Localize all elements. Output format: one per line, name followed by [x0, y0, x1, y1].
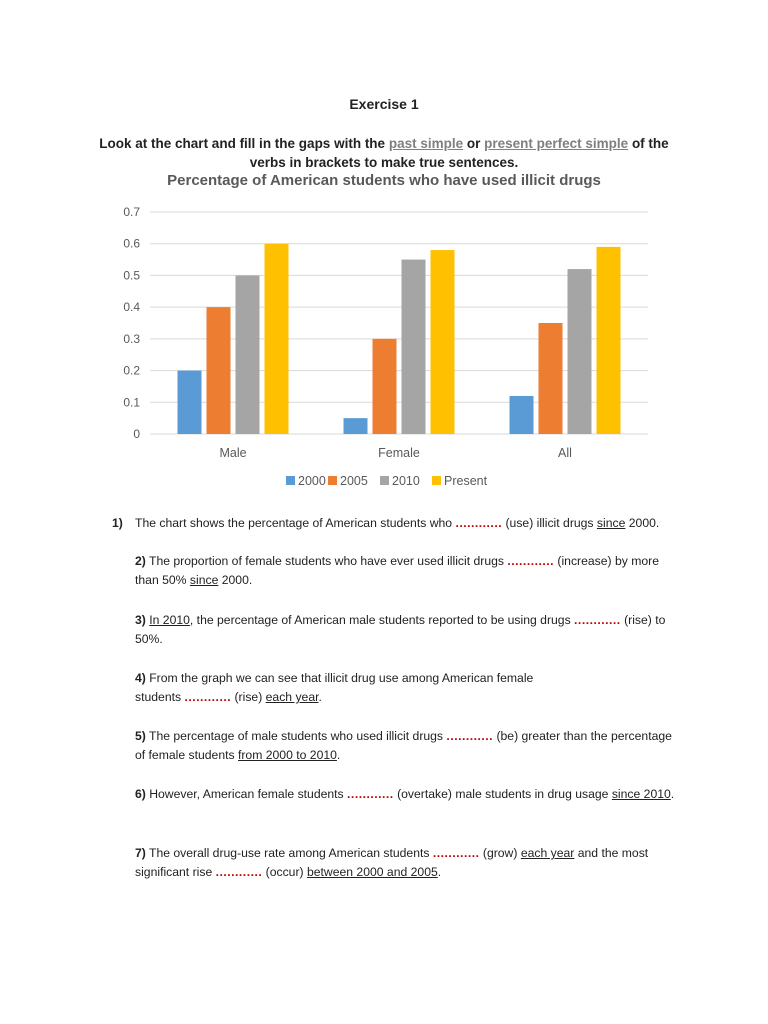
exercise-title: Exercise 1 [349, 96, 419, 112]
question-7 [135, 844, 675, 882]
y-tick-label: 0 [133, 427, 140, 441]
bar-present-all [597, 247, 621, 434]
question-text: (use) illicit drugs [502, 516, 597, 530]
x-tick-label: Female [378, 446, 420, 460]
bar-2005-male [207, 307, 231, 434]
underlined-phrase: since 2010 [611, 787, 671, 801]
question-text: . [437, 865, 442, 879]
question-number: 6) [135, 787, 146, 801]
question-text: However, American female students [145, 787, 348, 801]
question-text: , the percentage of American male students reported to be using drugs [189, 613, 575, 627]
question-number: 3) [135, 613, 146, 627]
legend-swatch [286, 476, 295, 485]
underlined-phrase: each year [520, 846, 575, 860]
question-5 [135, 727, 675, 765]
y-tick-label: 0.2 [123, 363, 140, 378]
question-number: 4) [135, 671, 146, 685]
instruction-text: Look at the chart and fill in the gaps with the [99, 136, 389, 151]
bar-present-female [431, 250, 455, 434]
question-text: (rise) [231, 690, 266, 704]
question-6 [135, 785, 675, 804]
question-4 [135, 669, 675, 707]
underlined-phrase: each year [265, 690, 319, 704]
bar-2005-female [373, 339, 397, 434]
question-text: . [336, 748, 341, 762]
question-3 [135, 611, 675, 649]
legend-label: 2000 [298, 474, 326, 488]
question-text: (occur) [262, 865, 307, 879]
past-simple-label: past simple [388, 136, 464, 151]
question-text: 2000. [625, 516, 660, 530]
bar-2010-male [236, 275, 260, 434]
answer-gap[interactable]: ............ [347, 787, 394, 801]
underlined-phrase: In 2010 [149, 613, 190, 627]
question-text: . [318, 690, 322, 704]
legend-label: 2010 [392, 474, 420, 488]
bar-chart [100, 195, 668, 495]
bar-2000-female [344, 418, 368, 434]
bar-2005-all [539, 323, 563, 434]
question-text: (rise) to 50%. [135, 613, 666, 646]
question-text: The overall drug-use rate among American students [145, 846, 433, 860]
answer-gap[interactable]: ............ [446, 729, 494, 743]
question-text: The chart shows the percentage of American students who [135, 516, 456, 530]
question-text: The proportion of female students who have ever used illicit drugs [145, 554, 508, 568]
y-tick-label: 0.1 [123, 395, 140, 410]
y-tick-label: 0.6 [123, 236, 140, 251]
y-tick-label: 0.7 [123, 205, 140, 219]
bar-2010-all [568, 269, 592, 434]
answer-gap[interactable]: ............ [432, 846, 480, 860]
y-tick-label: 0.5 [123, 268, 140, 283]
question-text: (grow) [479, 846, 521, 860]
bar-2010-female [402, 260, 426, 434]
question-text: From the graph we can see that illicit drug use among American female [145, 671, 534, 685]
instruction-text: of the verbs in brackets to make true sentences. [249, 136, 669, 170]
legend-label: 2005 [340, 474, 368, 488]
bar-2000-all [510, 396, 534, 434]
x-tick-label: Male [219, 446, 247, 460]
legend-label: Present [444, 474, 488, 488]
question-text: and the most significant rise [135, 846, 649, 879]
question-text: students [135, 690, 185, 704]
question-number: 5) [135, 729, 146, 743]
instruction-text: or [463, 136, 485, 151]
answer-gap[interactable]: ............ [184, 690, 232, 704]
bar-present-male [265, 244, 289, 434]
instructions [90, 134, 678, 172]
answer-gap[interactable]: ............ [507, 554, 555, 568]
question-1 [112, 514, 675, 533]
question-text: (be) greater than the percentage of female students [135, 729, 672, 762]
question-text: (increase) by more than 50% [135, 554, 660, 587]
question-number: 2) [135, 554, 146, 568]
x-tick-label: All [558, 446, 572, 460]
bar-2000-male [178, 371, 202, 434]
question-number: 7) [135, 846, 146, 860]
question-text: 2000. [218, 573, 253, 587]
underlined-phrase: since [189, 573, 219, 587]
question-number: 1) [112, 516, 123, 530]
chart-title: Percentage of American students who have used illicit drugs [167, 172, 601, 189]
legend-swatch [380, 476, 389, 485]
underlined-phrase: from 2000 to 2010 [237, 748, 337, 762]
underlined-phrase: since [596, 516, 626, 530]
question-text: The percentage of male students who used illicit drugs [145, 729, 447, 743]
question-text: (overtake) male students in drug usage [393, 787, 612, 801]
present-perfect-label: present perfect simple [484, 136, 629, 151]
answer-gap[interactable]: ............ [455, 516, 503, 530]
y-tick-label: 0.3 [123, 331, 140, 346]
question-text: . [670, 787, 675, 801]
question-2 [135, 552, 675, 590]
legend-swatch [432, 476, 441, 485]
answer-gap[interactable]: ............ [574, 613, 621, 627]
legend-swatch [328, 476, 337, 485]
y-tick-label: 0.4 [123, 300, 140, 315]
answer-gap[interactable]: ............ [215, 865, 263, 879]
underlined-phrase: between 2000 and 2005 [306, 865, 438, 879]
